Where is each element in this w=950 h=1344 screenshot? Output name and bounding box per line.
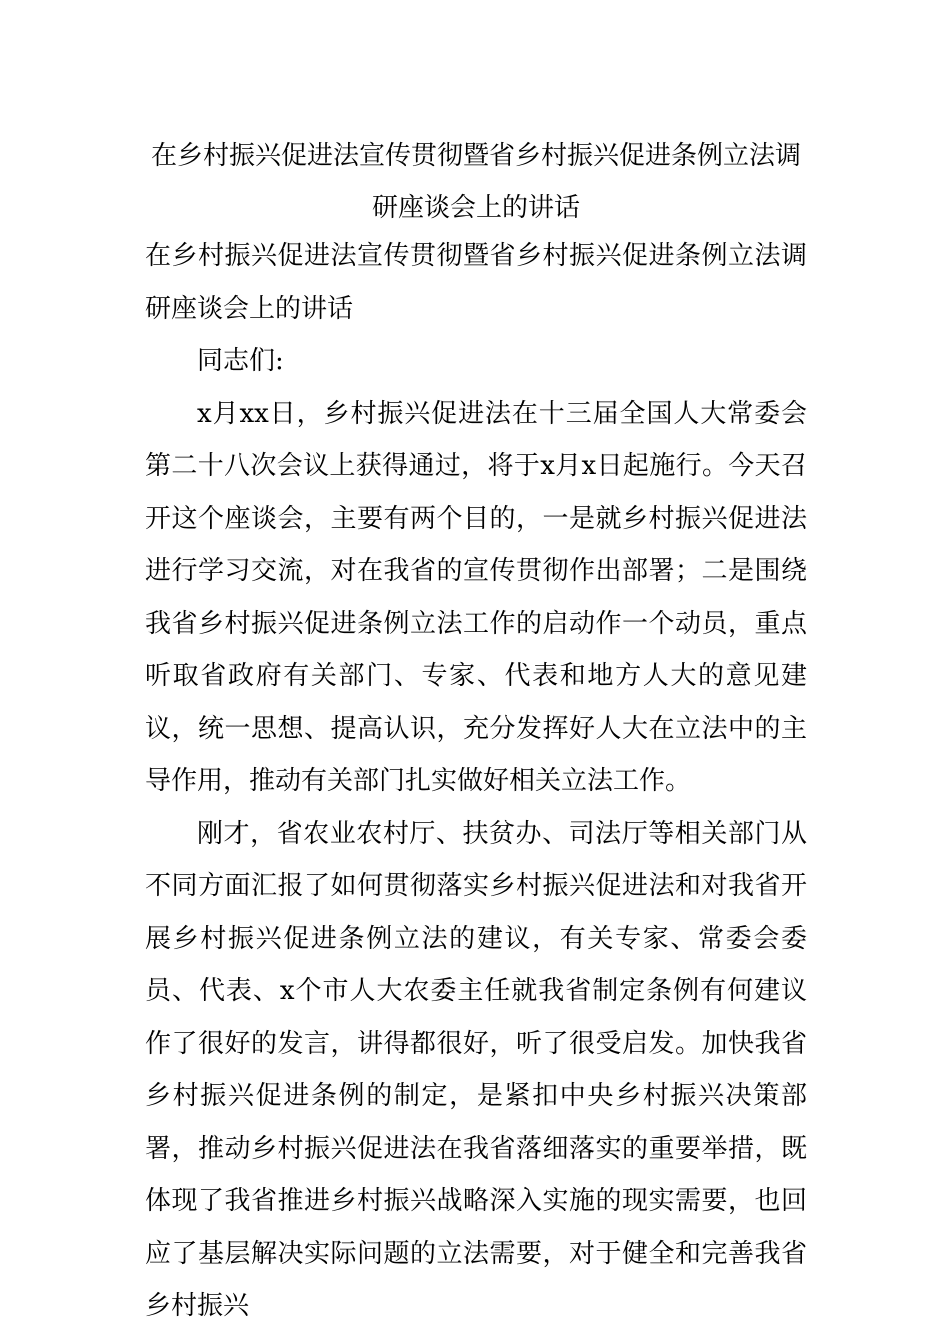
salutation: 同志们: <box>197 346 284 376</box>
document-title: 在乡村振兴促进法宣传贯彻暨省乡村振兴促进条例立法调研座谈会上的讲话 <box>150 141 801 223</box>
body-paragraph-2: 刚才，省农业农村厅、扶贫办、司法厅等相关部门从不同方面汇报了如何贯彻落实乡村振兴促进法和对我省开展乡村振兴促进条例立法的建议，有关专家、常委会委员、代表、x个市人大农委主任就我省制定条例有何建议作了很好的发言，讲得都很好，听了很受启发。加快我省乡村振兴促进条例的制定，是紧扣中央乡村振兴决策部署，推动乡村振兴促进法在我省落细落实的重要举措，既体现了我省推进乡村振兴战略深入实施的现实需要，也回应了基层解决实际问题的立法需要，对于健全和完善我省乡村振兴 <box>145 818 807 1321</box>
repeated-title: 在乡村振兴促进法宣传贯彻暨省乡村振兴促进条例立法调研座谈会上的讲话 <box>145 241 807 324</box>
body-paragraph-1: x月xx日，乡村振兴促进法在十三届全国人大常委会第二十八次会议上获得通过，将于x月x日起施行。今天召开这个座谈会，主要有两个目的，一是就乡村振兴促进法进行学习交流，对在我省的宣传贯彻作出部署；二是围绕我省乡村振兴促进条例立法工作的启动作一个动员，重点听取省政府有关部门、专家、代表和地方人大的意见建议，统一思想、提高认识，充分发挥好人大在立法中的主导作用，推动有关部门扎实做好相关立法工作。 <box>145 398 807 796</box>
document-body <box>145 230 807 1333</box>
